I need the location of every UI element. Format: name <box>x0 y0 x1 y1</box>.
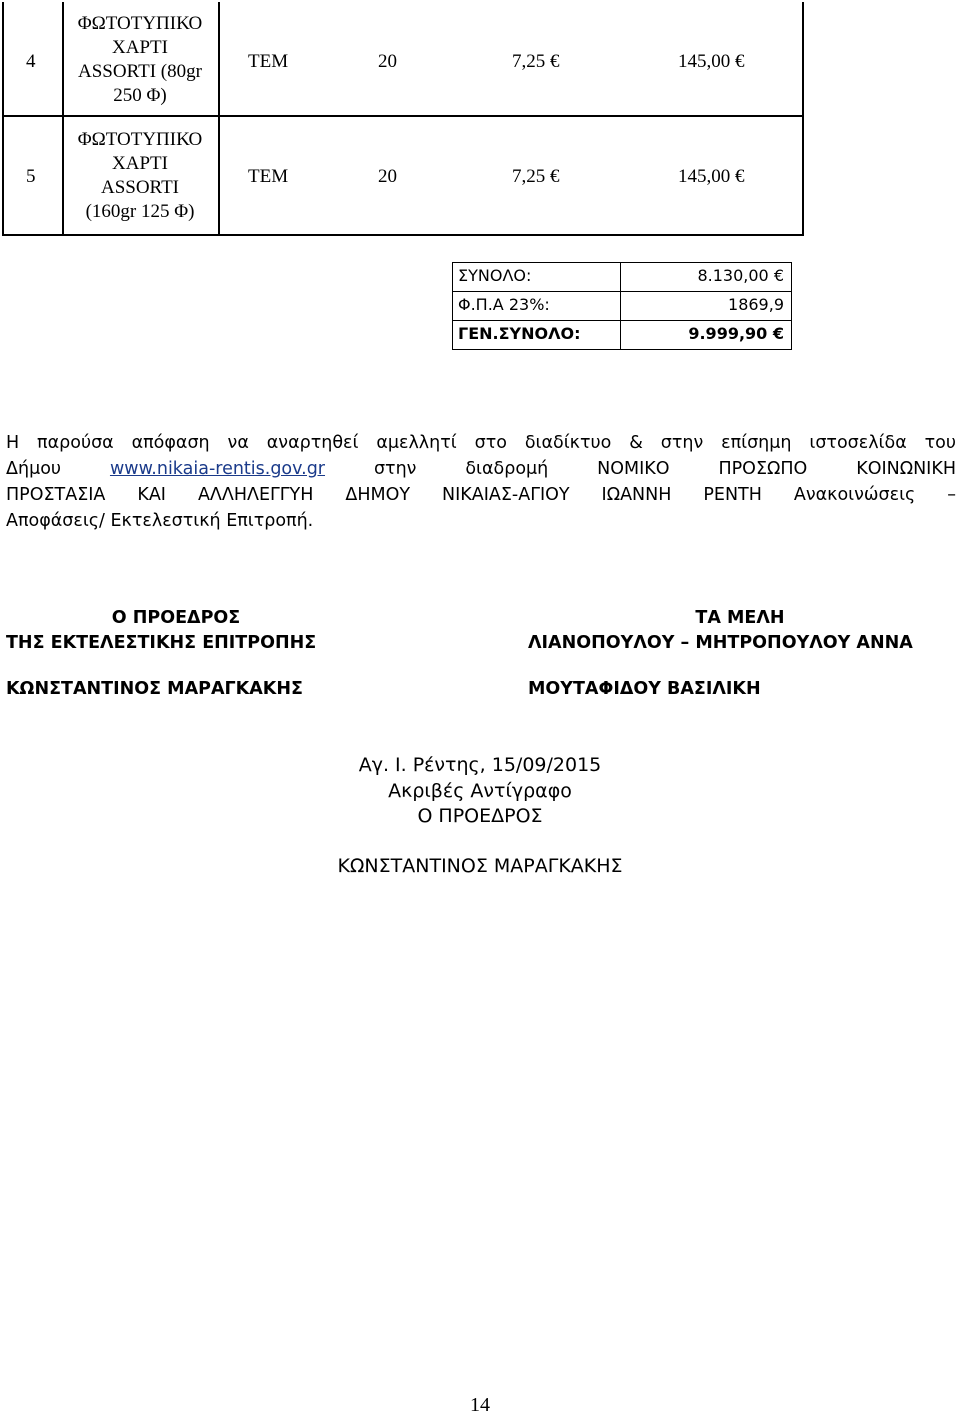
place-date: Αγ. Ι. Ρέντης, 15/09/2015 <box>358 754 602 776</box>
table-border-left <box>2 2 4 236</box>
table-border-right <box>802 2 804 236</box>
description-line: ΦΩΤΟΤΥΠΙΚΟ <box>77 129 203 150</box>
members-title: ΤΑ ΜΕΛΗ <box>695 608 785 628</box>
row-unit: ΤΕΜ <box>248 51 289 72</box>
row-quantity: 20 <box>378 51 397 72</box>
announcement-text: στην διαδρομή ΝΟΜΙΚΟ ΠΡΟΣΩΠΟ ΚΟΙΝΩΝΙΚΗ <box>373 459 956 479</box>
row-description <box>62 12 218 108</box>
closing-name: ΚΩΝΣΤΑΝΤΙΝΟΣ ΜΑΡΑΓΚΑΚΗΣ <box>337 855 623 877</box>
grand-total-row <box>452 320 792 349</box>
row-description <box>62 128 218 224</box>
row-index: 5 <box>26 166 36 187</box>
row-total: 145,00 € <box>678 166 745 187</box>
row-unit-price: 7,25 € <box>512 166 560 187</box>
description-line: ASSORTI (80gr <box>78 61 202 82</box>
announcement-text: Δήμου <box>6 459 62 479</box>
subtotal-label: ΣΥΝΟΛΟ: <box>458 266 532 285</box>
grand-total-value: 9.999,90 € <box>688 324 784 343</box>
announcement-line: Η παρούσα απόφαση να αναρτηθεί αμελλητί στο διαδίκτυο & στην επίσημη ιστοσελίδα του <box>6 433 956 453</box>
description-line: ΧΑΡΤΙ <box>112 37 168 58</box>
description-line: (160gr 125 Φ) <box>85 201 195 222</box>
member-name: ΛΙΑΝΟΠΟΥΛΟΥ – ΜΗΤΡΟΠΟΥΛΟΥ ΑΝΝΑ <box>528 633 913 653</box>
member-name: ΜΟΥΤΑΦΙΔΟΥ ΒΑΣΙΛΙΚΗ <box>528 679 761 699</box>
description-line: ASSORTI <box>100 177 180 198</box>
table-border-col2 <box>218 2 220 236</box>
president-title: Ο ΠΡΟΕΔΡΟΣ <box>111 608 241 628</box>
row-quantity: 20 <box>378 166 397 187</box>
table-row-divider <box>2 115 804 117</box>
table-border-bottom <box>2 234 804 236</box>
description-line: 250 Φ) <box>113 85 167 106</box>
row-total: 145,00 € <box>678 51 745 72</box>
subtotal-value: 8.130,00 € <box>697 266 784 285</box>
grand-total-label: ΓΕΝ.ΣΥΝΟΛΟ: <box>458 324 581 343</box>
totals-border-bottom <box>452 349 792 350</box>
announcement-line: Αποφάσεις/ Εκτελεστική Επιτροπή. <box>6 511 314 531</box>
row-unit-price: 7,25 € <box>512 51 560 72</box>
vat-row <box>452 291 792 320</box>
president-name: ΚΩΝΣΤΑΝΤΙΝΟΣ ΜΑΡΑΓΚΑΚΗΣ <box>6 679 303 699</box>
vat-label: Φ.Π.Α 23%: <box>458 295 550 314</box>
row-index: 4 <box>26 51 36 72</box>
certified-copy: Ακριβές Αντίγραφο <box>388 780 572 802</box>
page-number: 14 <box>470 1394 490 1416</box>
website-link[interactable]: www.nikaia-rentis.gov.gr <box>109 459 326 479</box>
closing-role: Ο ΠΡΟΕΔΡΟΣ <box>417 805 543 827</box>
committee-title: ΤΗΣ ΕΚΤΕΛΕΣΤΙΚΗΣ ΕΠΙΤΡΟΠΗΣ <box>6 633 317 653</box>
items-table <box>2 2 804 236</box>
vat-value: 1869,9 <box>728 295 784 314</box>
description-line: ΧΑΡΤΙ <box>112 153 168 174</box>
announcement-line <box>6 456 956 482</box>
totals-table <box>452 262 792 356</box>
row-unit: ΤΕΜ <box>248 166 289 187</box>
description-line: ΦΩΤΟΤΥΠΙΚΟ <box>77 13 203 34</box>
announcement-line: ΠΡΟΣΤΑΣΙΑ ΚΑΙ ΑΛΛΗΛΕΓΓΥΗ ΔΗΜΟΥ ΝΙΚΑΙΑΣ-ΑΓΙΟΥ ΙΩΑΝΝΗ ΡΕΝΤΗ Ανακοινώσεις – <box>6 485 956 505</box>
subtotal-row <box>452 262 792 291</box>
